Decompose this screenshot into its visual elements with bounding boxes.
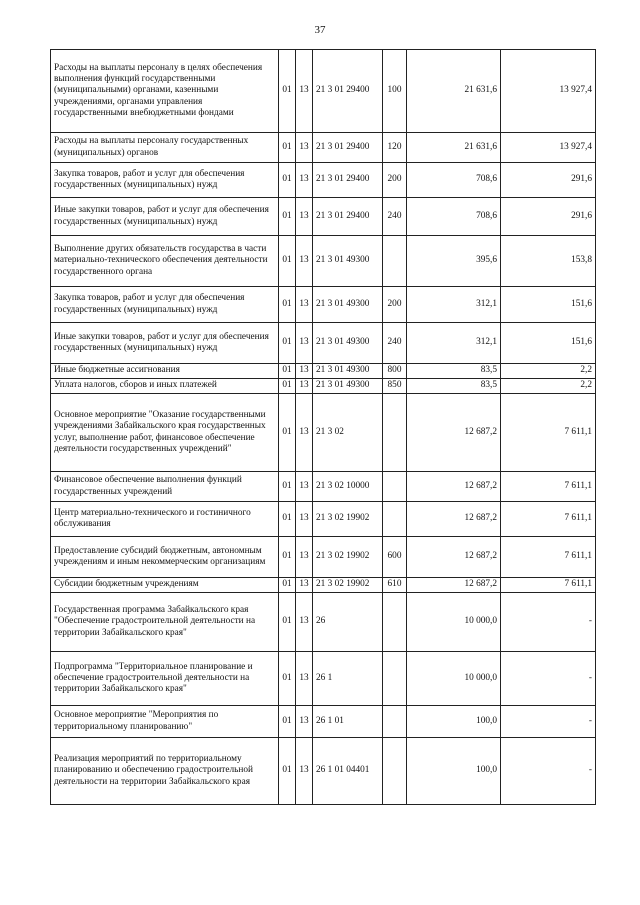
- row-expense-type: [383, 502, 407, 537]
- row-amount-actual: 7 611,1: [501, 472, 596, 502]
- row-amount-actual: 7 611,1: [501, 578, 596, 593]
- row-amount-plan: 21 631,6: [407, 133, 501, 163]
- row-expense-type: 600: [383, 537, 407, 578]
- row-amount-plan: 21 631,6: [407, 50, 501, 133]
- table-row: [51, 198, 596, 236]
- row-amount-plan: 10 000,0: [407, 593, 501, 652]
- row-amount-actual: 151,6: [501, 323, 596, 364]
- row-description: Расходы на выплаты персоналу в целях обеспечения выполнения функций государственными (муниципальными) органами, казенными учреждениями, органами управления государственными внебюджетными фондами: [51, 50, 279, 133]
- row-target-article: 26 1 01: [313, 706, 383, 738]
- row-description: Подпрограмма "Территориальное планирование и обеспечение градостроительной деятельности на территории Забайкальского края": [51, 652, 279, 706]
- row-expense-type: [383, 593, 407, 652]
- row-amount-plan: 312,1: [407, 323, 501, 364]
- row-amount-plan: 312,1: [407, 287, 501, 323]
- row-description: Уплата налогов, сборов и иных платежей: [51, 379, 279, 394]
- row-amount-actual: 291,6: [501, 163, 596, 198]
- row-expense-type: 800: [383, 364, 407, 379]
- row-section: 01: [279, 652, 296, 706]
- row-section: 01: [279, 394, 296, 472]
- row-subsection: 13: [296, 652, 313, 706]
- row-target-article: 21 3 01 49300: [313, 287, 383, 323]
- row-expense-type: 240: [383, 323, 407, 364]
- row-target-article: 21 3 01 49300: [313, 379, 383, 394]
- row-description: Закупка товаров, работ и услуг для обеспечения государственных (муниципальных) нужд: [51, 287, 279, 323]
- row-amount-actual: 291,6: [501, 198, 596, 236]
- row-expense-type: [383, 236, 407, 287]
- row-expense-type: [383, 394, 407, 472]
- row-expense-type: [383, 706, 407, 738]
- row-amount-actual: 151,6: [501, 287, 596, 323]
- table-row: [51, 323, 596, 364]
- row-expense-type: 610: [383, 578, 407, 593]
- table-row: [51, 738, 596, 805]
- row-subsection: 13: [296, 133, 313, 163]
- row-amount-plan: 12 687,2: [407, 502, 501, 537]
- row-target-article: 26: [313, 593, 383, 652]
- table-row: [51, 593, 596, 652]
- row-section: 01: [279, 502, 296, 537]
- row-subsection: 13: [296, 472, 313, 502]
- row-amount-plan: 708,6: [407, 163, 501, 198]
- row-subsection: 13: [296, 578, 313, 593]
- row-target-article: 21 3 02 19902: [313, 502, 383, 537]
- row-amount-plan: 100,0: [407, 706, 501, 738]
- row-target-article: 21 3 01 49300: [313, 236, 383, 287]
- row-target-article: 21 3 01 49300: [313, 323, 383, 364]
- row-section: 01: [279, 738, 296, 805]
- row-section: 01: [279, 236, 296, 287]
- row-description: Государственная программа Забайкальского края "Обеспечение градостроительной деятельности на территории Забайкальского края": [51, 593, 279, 652]
- row-section: 01: [279, 379, 296, 394]
- row-subsection: 13: [296, 236, 313, 287]
- row-subsection: 13: [296, 537, 313, 578]
- row-section: 01: [279, 578, 296, 593]
- row-target-article: 21 3 02 19902: [313, 537, 383, 578]
- row-description: Реализация мероприятий по территориальному планированию и обеспечению градостроительной деятельности на территории Забайкальского края: [51, 738, 279, 805]
- row-expense-type: 100: [383, 50, 407, 133]
- row-amount-actual: 13 927,4: [501, 50, 596, 133]
- row-amount-actual: -: [501, 593, 596, 652]
- row-description: Иные закупки товаров, работ и услуг для обеспечения государственных (муниципальных) нужд: [51, 198, 279, 236]
- row-description: Финансовое обеспечение выполнения функций государственных учреждений: [51, 472, 279, 502]
- row-expense-type: 200: [383, 163, 407, 198]
- row-description: Субсидии бюджетным учреждениям: [51, 578, 279, 593]
- row-amount-actual: -: [501, 706, 596, 738]
- row-subsection: 13: [296, 163, 313, 198]
- row-target-article: 26 1: [313, 652, 383, 706]
- row-description: Выполнение других обязательств государства в части материально-технического обеспечения деятельности государственного органа: [51, 236, 279, 287]
- row-section: 01: [279, 706, 296, 738]
- row-description: Основное мероприятие "Мероприятия по территориальному планированию": [51, 706, 279, 738]
- row-amount-plan: 708,6: [407, 198, 501, 236]
- page-number: 37: [314, 24, 326, 36]
- row-amount-actual: 7 611,1: [501, 394, 596, 472]
- table-row: [51, 236, 596, 287]
- table-row: [51, 706, 596, 738]
- table-row: [51, 379, 596, 394]
- budget-table: [50, 49, 596, 805]
- row-subsection: 13: [296, 502, 313, 537]
- row-target-article: 21 3 01 29400: [313, 198, 383, 236]
- row-amount-plan: 12 687,2: [407, 394, 501, 472]
- table-row: [51, 163, 596, 198]
- row-amount-plan: 12 687,2: [407, 472, 501, 502]
- row-subsection: 13: [296, 379, 313, 394]
- row-expense-type: 240: [383, 198, 407, 236]
- table-row: [51, 652, 596, 706]
- row-description: Центр материально-технического и гостиничного обслуживания: [51, 502, 279, 537]
- table-row: [51, 502, 596, 537]
- row-subsection: 13: [296, 593, 313, 652]
- row-target-article: 21 3 01 29400: [313, 133, 383, 163]
- table-row: [51, 287, 596, 323]
- row-amount-plan: 100,0: [407, 738, 501, 805]
- row-amount-plan: 12 687,2: [407, 537, 501, 578]
- row-subsection: 13: [296, 706, 313, 738]
- row-expense-type: 200: [383, 287, 407, 323]
- row-section: 01: [279, 364, 296, 379]
- row-section: 01: [279, 50, 296, 133]
- row-description: Основное мероприятие "Оказание государственными учреждениями Забайкальского края государственных услуг, выполнение работ, финансовое обеспечение деятельности государственных учреждений": [51, 394, 279, 472]
- row-amount-actual: -: [501, 738, 596, 805]
- row-target-article: 21 3 02 10000: [313, 472, 383, 502]
- table-row: [51, 364, 596, 379]
- row-subsection: 13: [296, 323, 313, 364]
- table-row: [51, 578, 596, 593]
- row-amount-actual: 153,8: [501, 236, 596, 287]
- row-description: Закупка товаров, работ и услуг для обеспечения государственных (муниципальных) нужд: [51, 163, 279, 198]
- table-row: [51, 537, 596, 578]
- row-target-article: 21 3 01 49300: [313, 364, 383, 379]
- row-expense-type: [383, 472, 407, 502]
- row-target-article: 21 3 01 29400: [313, 50, 383, 133]
- table-row: [51, 394, 596, 472]
- row-amount-actual: 2,2: [501, 379, 596, 394]
- row-section: 01: [279, 593, 296, 652]
- table-row: [51, 472, 596, 502]
- row-amount-plan: 395,6: [407, 236, 501, 287]
- row-section: 01: [279, 133, 296, 163]
- row-amount-plan: 83,5: [407, 364, 501, 379]
- row-subsection: 13: [296, 198, 313, 236]
- row-subsection: 13: [296, 287, 313, 323]
- row-amount-actual: 7 611,1: [501, 537, 596, 578]
- row-amount-plan: 10 000,0: [407, 652, 501, 706]
- row-expense-type: [383, 738, 407, 805]
- row-expense-type: 120: [383, 133, 407, 163]
- row-description: Иные закупки товаров, работ и услуг для обеспечения государственных (муниципальных) нужд: [51, 323, 279, 364]
- row-target-article: 21 3 02: [313, 394, 383, 472]
- row-subsection: 13: [296, 50, 313, 133]
- row-amount-actual: -: [501, 652, 596, 706]
- row-amount-plan: 12 687,2: [407, 578, 501, 593]
- row-section: 01: [279, 472, 296, 502]
- row-section: 01: [279, 537, 296, 578]
- row-expense-type: [383, 652, 407, 706]
- row-target-article: 21 3 02 19902: [313, 578, 383, 593]
- table-row: [51, 133, 596, 163]
- row-subsection: 13: [296, 394, 313, 472]
- row-description: Предоставление субсидий бюджетным, автономным учреждениям и иным некоммерческим организациям: [51, 537, 279, 578]
- row-amount-actual: 7 611,1: [501, 502, 596, 537]
- row-target-article: 21 3 01 29400: [313, 163, 383, 198]
- row-subsection: 13: [296, 738, 313, 805]
- row-section: 01: [279, 323, 296, 364]
- row-section: 01: [279, 287, 296, 323]
- row-subsection: 13: [296, 364, 313, 379]
- row-description: Иные бюджетные ассигнования: [51, 364, 279, 379]
- row-target-article: 26 1 01 04401: [313, 738, 383, 805]
- row-amount-actual: 2,2: [501, 364, 596, 379]
- row-description: Расходы на выплаты персоналу государственных (муниципальных) органов: [51, 133, 279, 163]
- row-section: 01: [279, 198, 296, 236]
- row-amount-plan: 83,5: [407, 379, 501, 394]
- row-amount-actual: 13 927,4: [501, 133, 596, 163]
- row-expense-type: 850: [383, 379, 407, 394]
- table-row: [51, 50, 596, 133]
- row-section: 01: [279, 163, 296, 198]
